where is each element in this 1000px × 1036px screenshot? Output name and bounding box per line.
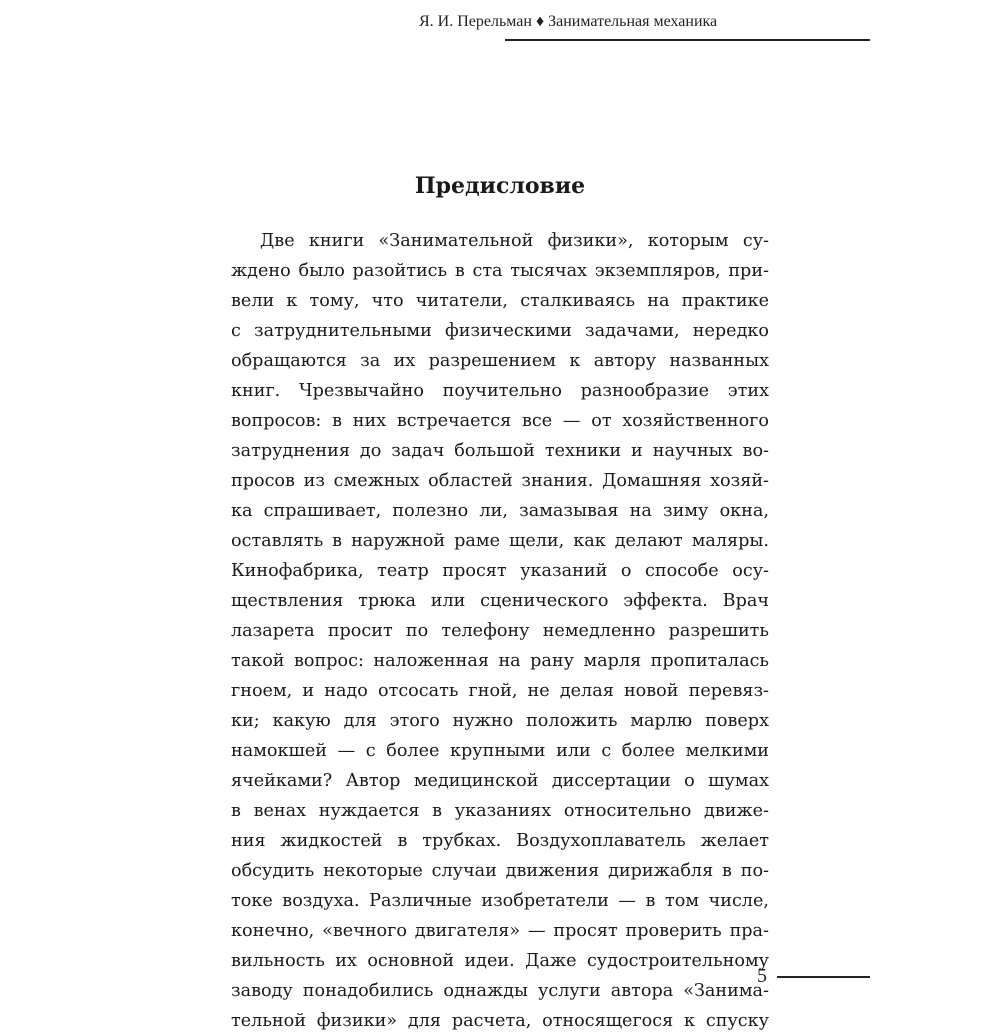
text-line: ка спрашивает, полезно ли, замазывая на зиму окна, bbox=[231, 501, 769, 521]
text-line: токе воздуха. Различные изобретатели — в том числе, bbox=[231, 891, 769, 911]
text-line: Две книги «Занимательной физики», которым су- bbox=[260, 231, 769, 251]
text-line: тельной физики» для расчета, относящегося к спуску bbox=[231, 1011, 769, 1031]
text-line: затруднения до задач большой техники и научных во- bbox=[231, 441, 769, 461]
text-line: обращаются за их разрешением к автору названных bbox=[231, 351, 769, 371]
text-line: ячейками? Автор медицинской диссертации о шумах bbox=[231, 771, 769, 791]
text-line: в венах нуждается в указаниях относительно движе- bbox=[231, 801, 769, 821]
footer-rule bbox=[777, 976, 870, 978]
text-line: оставлять в наружной раме щели, как делают маляры. bbox=[231, 531, 769, 551]
text-line: ждено было разойтись в ста тысячах экземпляров, при- bbox=[231, 261, 769, 281]
text-line: лазарета просит по телефону немедленно разрешить bbox=[231, 621, 769, 641]
text-line: заводу понадобились однажды услуги автора «Занима- bbox=[231, 981, 769, 1001]
text-line: ществления трюка или сценического эффекта. Врач bbox=[231, 591, 769, 611]
text-line: такой вопрос: наложенная на рану марля пропиталась bbox=[231, 651, 769, 671]
running-header bbox=[419, 12, 779, 32]
text-line: вильность их основной идеи. Даже судостроительному bbox=[231, 951, 769, 971]
text-line: конечно, «вечного двигателя» — просят проверить пра- bbox=[231, 921, 769, 941]
text-line: ки; какую для этого нужно положить марлю поверх bbox=[231, 711, 769, 731]
header-book-title: Занимательная механика bbox=[548, 13, 718, 30]
chapter-title: Предисловие bbox=[414, 173, 586, 199]
header-diamond-icon: ♦ bbox=[535, 13, 545, 30]
text-line: с затруднительными физическими задачами, нередко bbox=[231, 321, 769, 341]
text-line: Кинофабрика, театр просят указаний о способе осу- bbox=[231, 561, 769, 581]
header-rule bbox=[505, 39, 870, 41]
page-number: 5 bbox=[757, 965, 767, 987]
text-line: вопросов: в них встречается все — от хозяйственного bbox=[231, 411, 769, 431]
text-line: ния жидкостей в трубках. Воздухоплаватель желает bbox=[231, 831, 769, 851]
text-line: вели к тому, что читатели, сталкиваясь на практике bbox=[231, 291, 769, 311]
body-paragraph bbox=[231, 226, 769, 1036]
text-line: гноем, и надо отсосать гной, не делая новой перевяз- bbox=[231, 681, 769, 701]
text-line: намокшей — с более крупными или с более мелкими bbox=[231, 741, 769, 761]
text-line: просов из смежных областей знания. Домашняя хозяй- bbox=[231, 471, 769, 491]
text-line: обсудить некоторые случаи движения дирижабля в по- bbox=[231, 861, 769, 881]
text-line: книг. Чрезвычайно поучительно разнообразие этих bbox=[231, 381, 769, 401]
header-author: Я. И. Перельман bbox=[419, 13, 532, 30]
